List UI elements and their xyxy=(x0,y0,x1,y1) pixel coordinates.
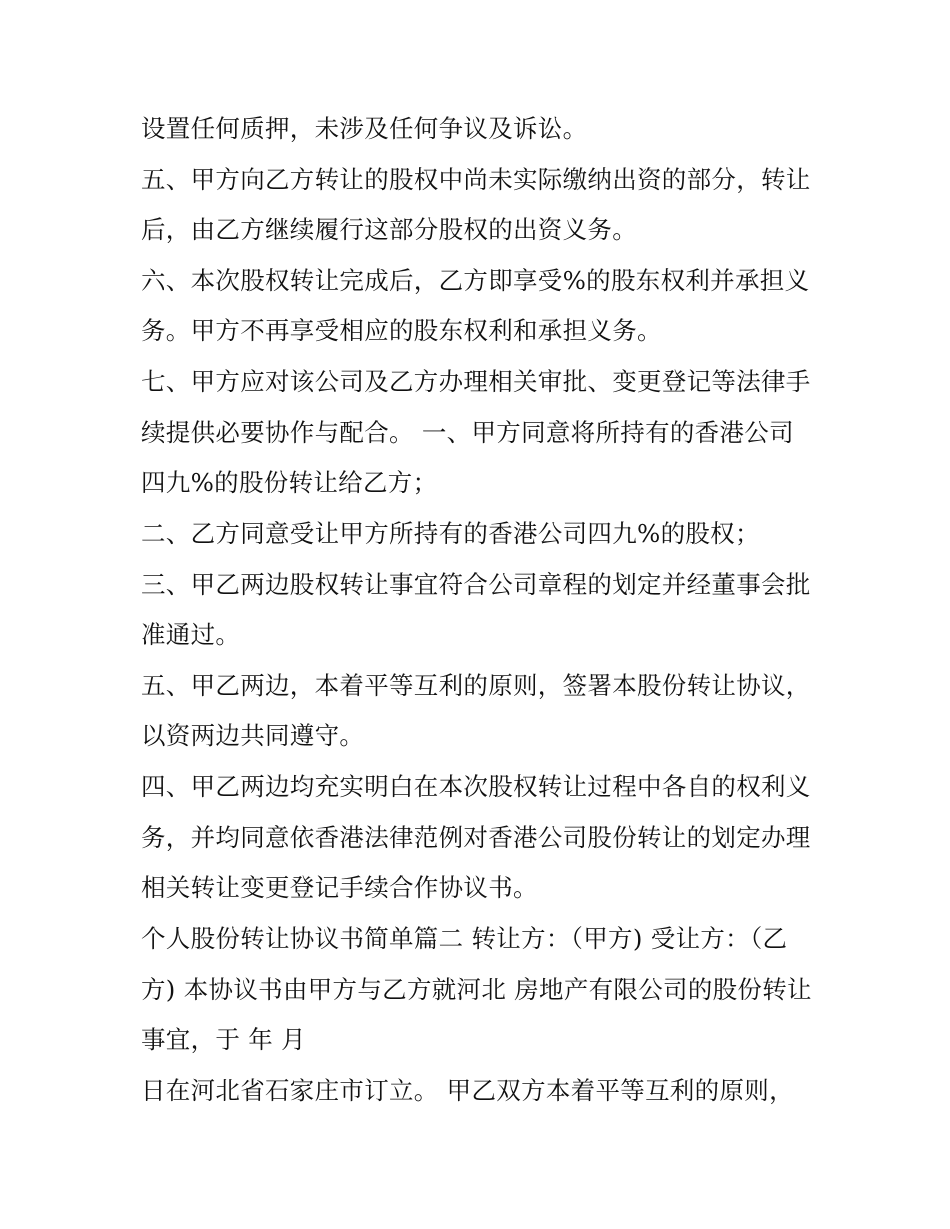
body-text-line: 务，并均同意依香港法律范例对香港公司股份转让的划定办理 xyxy=(141,823,811,852)
body-text-line: 五、甲方向乙方转让的股权中尚未实际缴纳出资的部分，转让 xyxy=(141,165,811,194)
body-text-line: 相关转让变更登记手续合作协议书。 xyxy=(141,873,538,902)
body-text-line: 后，由乙方继续履行这部分股权的出资义务。 xyxy=(141,215,637,244)
body-text-line: 续提供必要协作与配合。 一、甲方同意将所持有的香港公司 xyxy=(141,418,794,447)
body-text-line: 六、本次股权转让完成后，乙方即享受%的股东权利并承担义 xyxy=(141,266,810,295)
body-text-line: 三、甲乙两边股权转让事宜符合公司章程的划定并经董事会批 xyxy=(141,570,811,599)
body-text-line: 以资两边共同遵守。 xyxy=(141,721,365,750)
body-text-line: 准通过。 xyxy=(141,620,241,649)
body-text-line: 个人股份转让协议书简单篇二 转让方：（甲方) 受让方：（乙 xyxy=(141,924,788,953)
body-text-line: 设置任何质押，未涉及任何争议及诉讼。 xyxy=(141,114,588,143)
body-text-line: 方) 本协议书由甲方与乙方就河北 房地产有限公司的股份转让 xyxy=(141,975,812,1004)
body-text-line: 四九%的股份转让给乙方； xyxy=(141,468,438,497)
body-text-line: 事宜，于 年 月 xyxy=(141,1025,306,1054)
body-text-line: 务。甲方不再享受相应的股东权利和承担义务。 xyxy=(141,316,662,345)
body-text-line: 二、乙方同意受让甲方所持有的香港公司四九%的股权； xyxy=(141,519,760,548)
body-text-line: 五、甲乙两边，本着平等互利的原则，签署本股份转让协议， xyxy=(141,671,811,700)
body-text-line: 七、甲方应对该公司及乙方办理相关审批、变更登记等法律手 xyxy=(141,367,811,396)
body-text-line: 日在河北省石家庄市订立。 甲乙双方本着平等互利的原则， xyxy=(141,1076,794,1105)
body-text-line: 四、甲乙两边均充实明白在本次股权转让过程中各自的权利义 xyxy=(141,772,811,801)
